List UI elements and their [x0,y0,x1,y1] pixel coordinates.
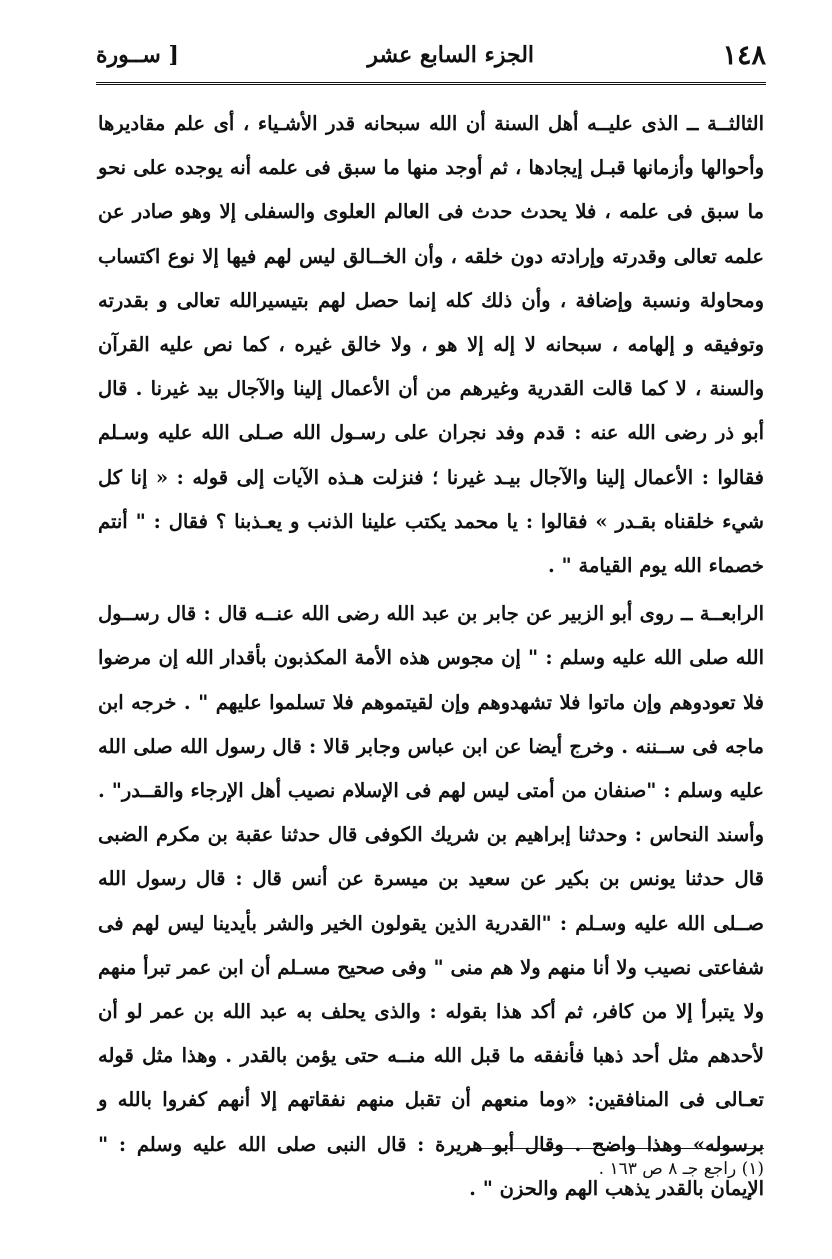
footnote: (١) راجع جـ ٨ ص ١٦٣ . [598,1159,764,1179]
paragraph-third-issue: الثالثــة ــ الذى عليــه أهل السنة أن الله سبحانه قدر الأشـياء ، أى علم مقاديرها وأحوالها وأزمانها قبـل إيجادها ، ثم أوجد منها ما سبق فى علمه أنه يوجده على نحو ما سبق فى علمه ، فلا يحدث حدث فى العالم العلوى والسفلى إلا وهو صادر عن علمه تعالى وقدرته وإرادته دون خلقه ، وأن الخــالق ليس لهم فيها إلا نوع اكتساب ومحاولة ونسبة وإضافة ، وأن ذلك كله إنما حصل لهم بتيسيرالله تعالى و بقدرته وتوفيقه و إلهامه ، سبحانه لا إله إلا هو ، ولا خالق غيره ، كما نص عليه القرآن والسنة ، لا كما قالت القدرية وغيرهم من أن الأعمال إلينا والآجال بيد غيرنا . قال أبو ذر رضى الله عنه : قدم وفد نجران على رسـول الله صـلى الله عليه وسـلم فقالوا : الأعمال إلينا والآجال بيـد غيرنا ؛ فنزلت هـذه الآيات إلى قوله : « إنا كل شيء خلقناه بقـدر » فقالوا : يا محمد يكتب علينا الذنب و يعـذبنا ؟ فقال : " أنتم خصماء الله يوم القيامة " . [98,112,764,578]
running-title: الجزء السابع عشر [367,42,535,68]
body-text [98,102,764,1211]
page-header [96,30,766,80]
surah-label: [ ســورة [96,42,179,68]
page-number: ١٤٨ [722,39,766,71]
paragraph-fourth-issue: الرابعــة ــ روى أبو الزبير عن جابر بن عبد الله رضى الله عنــه قال : قال رســول الله صلى الله عليه وسلم : " إن مجوس هذه الأمة المكذبون بأقدار الله إن مرضوا فلا تعودوهم وإن ماتوا فلا تشهدوهم وإن لقيتموهم فلا تسلموا عليهم " . خرجه ابن ماجه فى ســننه . وخرج أيضا عن ابن عباس وجابر قالا : قال رسول الله صلى الله عليه وسلم : "صنفان من أمتى ليس لهم فى الإسلام نصيب أهل الإرجاء والقــدر" . وأسند النحاس : وحدثنا إبراهيم بن شريك الكوفى قال حدثنا عقبة بن مكرم الضبى قال حدثنا يونس بن بكير عن سعيد بن ميسرة عن أنس قال : قال رسول الله صــلى الله عليه وسـلم : "القدرية الذين يقولون الخير والشر بأيدينا ليس لهم فى شفاعتى نصيب ولا أنا منهم ولا هم منى " وفى صحيح مسـلم أن ابن عمر تبرأ منهم ولا يتبرأ إلا من كافر، ثم أكد هذا بقوله : والذى يحلف به عبد الله بن عمر لو أن لأحدهم مثل أحد ذهبا فأنفقه ما قبل الله منــه حتى يؤمن بالقدر . وهذا مثل قوله تعـالى فى المنافقين: «وما منعهم أن تقبل منهم نفقاتهم إلا أنهم كفروا بالله و برسوله» وهذا واضح . وقال أبو هريرة : قال النبى صلى الله عليه وسلم : " الإيمان بالقدر يذهب الهم والحزن " . [98,602,764,1200]
header-rule [96,82,766,85]
footnote-rule [468,1148,764,1149]
